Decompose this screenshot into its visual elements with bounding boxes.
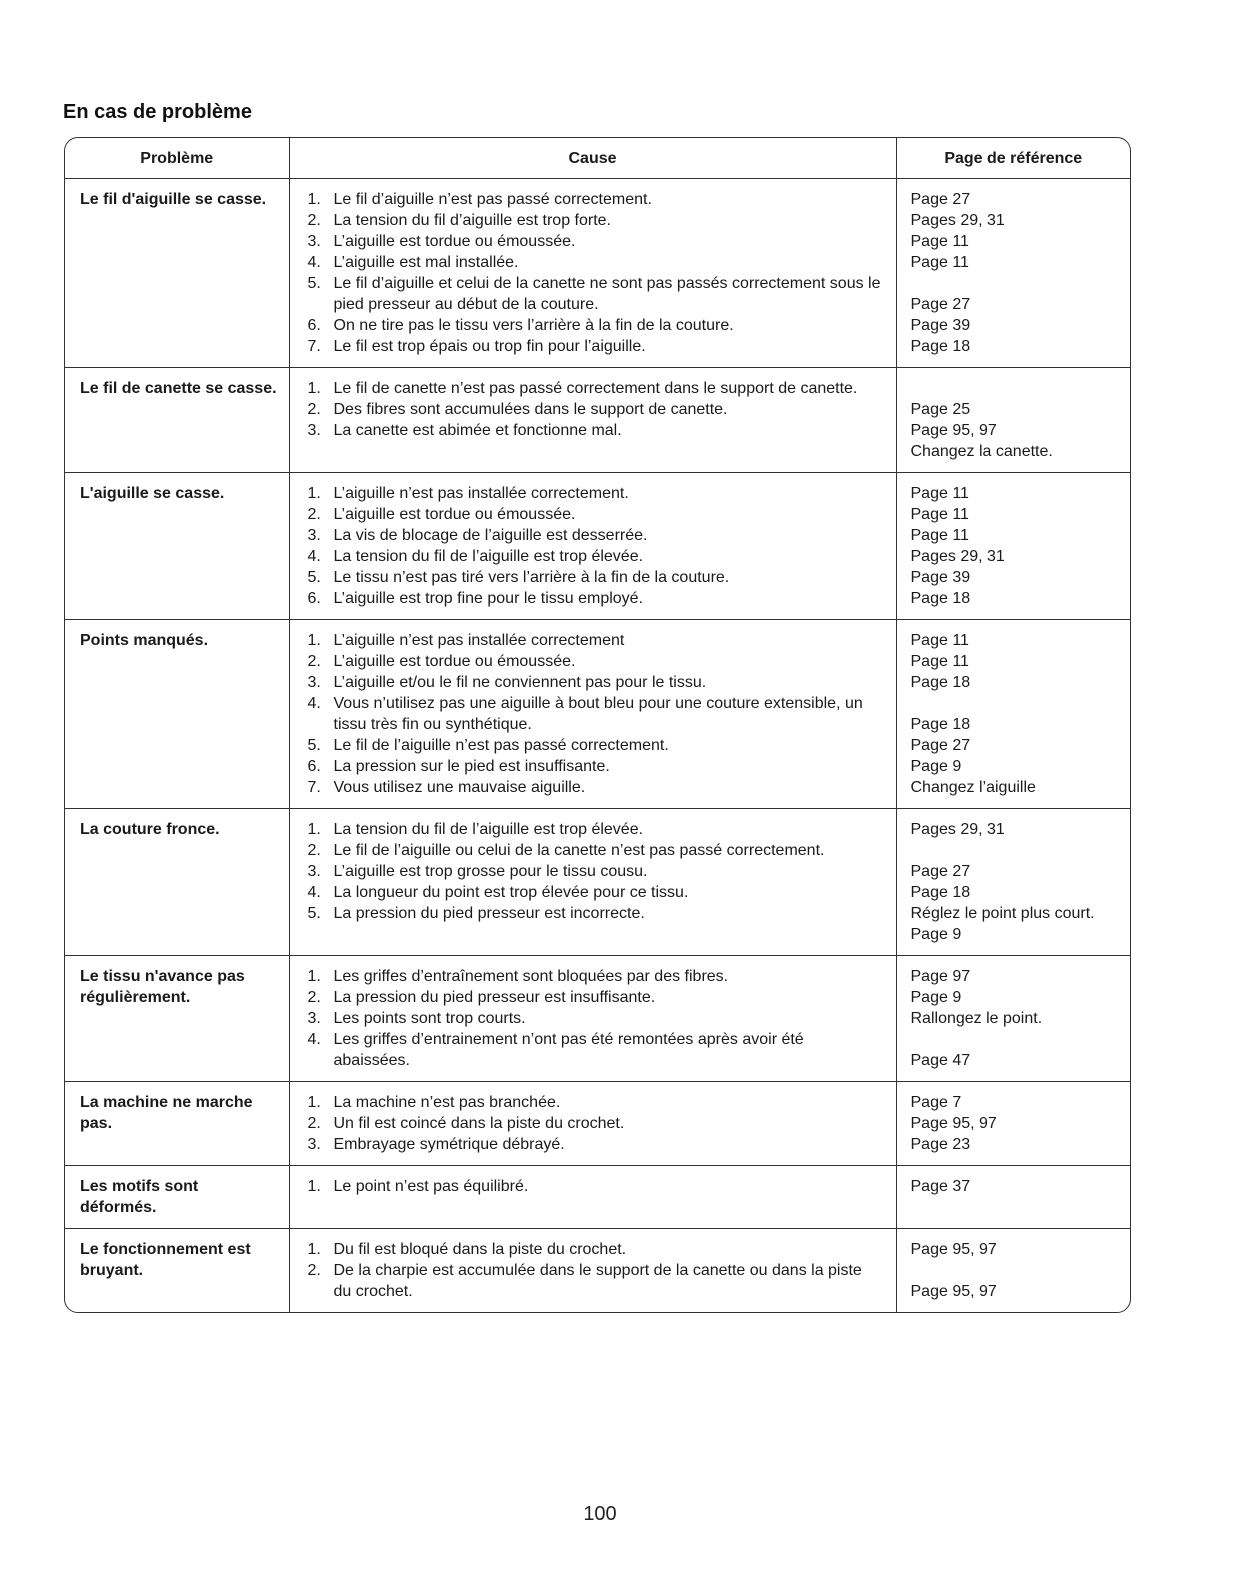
- cause-text: L’aiguille est mal installée.: [333, 254, 519, 271]
- cause-number: 1.: [307, 1094, 321, 1111]
- problem-cell: La machine ne marche pas.: [65, 1082, 289, 1166]
- reference-spacer: [911, 273, 1125, 294]
- reference-cell: [896, 1166, 1130, 1229]
- cause-number: 3.: [307, 422, 321, 439]
- table-row: [65, 368, 1130, 473]
- cause-item: [308, 483, 882, 504]
- table-row: [65, 1229, 1130, 1313]
- cause-text: L’aiguille et/ou le fil ne conviennent pas pour le tissu.: [333, 674, 707, 691]
- cause-list: [308, 966, 882, 1071]
- problem-cell: Le fil de canette se casse.: [65, 368, 289, 473]
- cause-text: Le tissu n’est pas tiré vers l’arrière à la fin de la couture.: [333, 569, 730, 586]
- reference-spacer: [911, 1260, 1125, 1281]
- cause-item: [308, 420, 882, 441]
- cause-item: [308, 378, 882, 399]
- cause-item: [308, 399, 882, 420]
- cause-text: Le fil de canette n’est pas passé correctement dans le support de canette.: [333, 380, 858, 397]
- cause-text: Le fil d’aiguille n’est pas passé correctement.: [333, 191, 652, 208]
- reference-page: Page 27: [910, 737, 971, 754]
- cause-item: [308, 651, 882, 672]
- cause-text: La tension du fil de l’aiguille est trop élevée.: [333, 821, 644, 838]
- reference-spacer: [911, 693, 1125, 714]
- cause-number: 3.: [307, 863, 321, 880]
- reference-page: Pages 29, 31: [910, 212, 1005, 229]
- cause-item: [308, 504, 882, 525]
- table-row: [65, 620, 1130, 809]
- cause-number: 7.: [307, 779, 321, 796]
- table-row: [65, 179, 1130, 368]
- cause-number: 1.: [307, 191, 321, 208]
- cause-number: 4.: [307, 548, 321, 565]
- cause-text: L’aiguille est trop fine pour le tissu employé.: [333, 590, 644, 607]
- cause-text: L’aiguille n’est pas installée correctement: [333, 632, 625, 649]
- cause-cell: [289, 179, 896, 368]
- cause-item: [308, 273, 882, 315]
- cause-text: Embrayage symétrique débrayé.: [333, 1136, 565, 1153]
- cause-cell: [289, 473, 896, 620]
- cause-text: Les griffes d’entraînement sont bloquées par des fibres.: [333, 968, 729, 985]
- cause-text: L’aiguille est tordue ou émoussée.: [333, 506, 576, 523]
- cause-item: [308, 1134, 882, 1155]
- reference-spacer: [911, 378, 1125, 399]
- problem-cell: Le tissu n'avance pas régulièrement.: [65, 956, 289, 1082]
- reference-page: Page 18: [910, 674, 971, 691]
- reference-page: Page 95, 97: [910, 422, 997, 439]
- table-row: [65, 473, 1130, 620]
- cause-item: [308, 861, 882, 882]
- cause-text: La pression du pied presseur est incorrecte.: [333, 905, 645, 922]
- reference-spacer: [911, 840, 1125, 861]
- cause-item: [308, 315, 882, 336]
- cause-number: 3.: [307, 1136, 321, 1153]
- reference-page: Page 7: [910, 1094, 962, 1111]
- table-header-row: [65, 138, 1130, 179]
- cause-text: La longueur du point est trop élevée pour ce tissu.: [333, 884, 689, 901]
- reference-page: Page 18: [910, 884, 971, 901]
- cause-text: L’aiguille est tordue ou émoussée.: [333, 653, 576, 670]
- reference-cell: [896, 368, 1130, 473]
- cause-list: [308, 483, 882, 609]
- cause-number: 1.: [307, 968, 321, 985]
- cause-number: 5.: [307, 905, 321, 922]
- cause-number: 2.: [307, 1262, 321, 1279]
- cause-text: La canette est abimée et fonctionne mal.: [333, 422, 622, 439]
- cause-item: [308, 903, 882, 924]
- cause-cell: [289, 1166, 896, 1229]
- cause-item: [308, 987, 882, 1008]
- cause-text: De la charpie est accumulée dans le support de la canette ou dans la piste du crochet.: [333, 1262, 862, 1300]
- reference-page: Page 18: [910, 590, 971, 607]
- cause-text: La tension du fil d’aiguille est trop forte.: [333, 212, 611, 229]
- reference-page: Page 47: [910, 1052, 971, 1069]
- cause-number: 1.: [307, 1241, 321, 1258]
- reference-page: Page 11: [910, 653, 969, 670]
- reference-page: Page 27: [910, 296, 971, 313]
- cause-number: 6.: [307, 758, 321, 775]
- cause-number: 2.: [307, 653, 321, 670]
- reference-page: Changez la canette.: [910, 443, 1053, 460]
- cause-text: On ne tire pas le tissu vers l’arrière à la fin de la couture.: [333, 317, 734, 334]
- cause-number: 3.: [307, 233, 321, 250]
- reference-page: Page 39: [910, 569, 971, 586]
- reference-cell: [896, 620, 1130, 809]
- cause-number: 3.: [307, 674, 321, 691]
- cause-item: [308, 693, 882, 735]
- header-probleme: Problème: [65, 138, 289, 179]
- cause-number: 4.: [307, 695, 321, 712]
- page-number: 100: [583, 1503, 617, 1525]
- reference-page: Page 11: [910, 485, 969, 502]
- cause-item: [308, 672, 882, 693]
- reference-page: Rallongez le point.: [910, 1010, 1043, 1027]
- cause-item: [308, 819, 882, 840]
- reference-cell: [896, 179, 1130, 368]
- cause-item: [308, 756, 882, 777]
- reference-page: Page 9: [910, 989, 962, 1006]
- reference-page: Page 25: [910, 401, 971, 418]
- reference-page: Page 9: [910, 758, 962, 775]
- cause-number: 2.: [307, 842, 321, 859]
- cause-item: [308, 630, 882, 651]
- cause-cell: [289, 1229, 896, 1313]
- cause-text: Le fil de l’aiguille ou celui de la canette n’est pas passé correctement.: [333, 842, 825, 859]
- reference-page: Page 18: [910, 338, 971, 355]
- cause-number: 2.: [307, 989, 321, 1006]
- cause-cell: [289, 809, 896, 956]
- reference-cell: [896, 809, 1130, 956]
- reference-cell: [896, 1229, 1130, 1313]
- cause-list: [308, 1092, 882, 1155]
- page-title: En cas de problème: [63, 101, 252, 123]
- reference-page: Page 27: [910, 863, 971, 880]
- reference-cell: [896, 473, 1130, 620]
- cause-item: [308, 210, 882, 231]
- cause-list: [308, 189, 882, 357]
- reference-page: Page 11: [910, 254, 969, 271]
- reference-page: Page 97: [910, 968, 971, 985]
- cause-item: [308, 1092, 882, 1113]
- table-row: [65, 1166, 1130, 1229]
- cause-item: [308, 525, 882, 546]
- cause-text: Des fibres sont accumulées dans le support de canette.: [333, 401, 728, 418]
- table-body: [65, 179, 1130, 1313]
- cause-text: La pression du pied presseur est insuffisante.: [333, 989, 656, 1006]
- cause-text: Du fil est bloqué dans la piste du crochet.: [333, 1241, 627, 1258]
- cause-item: [308, 840, 882, 861]
- cause-item: [308, 735, 882, 756]
- reference-page: Page 11: [910, 527, 969, 544]
- cause-number: 1.: [307, 380, 321, 397]
- problem-cell: La couture fronce.: [65, 809, 289, 956]
- cause-number: 4.: [307, 254, 321, 271]
- cause-item: [308, 1029, 882, 1071]
- cause-list: [308, 1239, 882, 1302]
- cause-text: Les griffes d’entrainement n’ont pas été remontées après avoir été abaissées.: [333, 1031, 804, 1069]
- reference-spacer: [911, 1029, 1125, 1050]
- cause-item: [308, 777, 882, 798]
- cause-text: La tension du fil de l’aiguille est trop élevée.: [333, 548, 644, 565]
- cause-number: 6.: [307, 317, 321, 334]
- reference-page: Changez l’aiguille: [910, 779, 1036, 796]
- cause-text: La vis de blocage de l’aiguille est desserrée.: [333, 527, 648, 544]
- cause-text: Le fil est trop épais ou trop fin pour l’aiguille.: [333, 338, 646, 355]
- reference-page: Pages 29, 31: [910, 821, 1005, 838]
- table-row: [65, 956, 1130, 1082]
- cause-cell: [289, 368, 896, 473]
- cause-number: 2.: [307, 1115, 321, 1132]
- cause-cell: [289, 956, 896, 1082]
- reference-page: Page 18: [910, 716, 971, 733]
- problem-cell: Points manqués.: [65, 620, 289, 809]
- troubleshooting-table: [64, 137, 1131, 1313]
- table-row: [65, 809, 1130, 956]
- cause-number: 2.: [307, 212, 321, 229]
- cause-item: [308, 189, 882, 210]
- cause-item: [308, 882, 882, 903]
- cause-number: 1.: [307, 485, 321, 502]
- reference-page: Page 95, 97: [910, 1241, 997, 1258]
- cause-item: [308, 336, 882, 357]
- reference-page: Page 27: [910, 191, 971, 208]
- cause-item: [308, 1113, 882, 1134]
- reference-page: Page 11: [910, 233, 969, 250]
- cause-item: [308, 966, 882, 987]
- cause-item: [308, 1260, 882, 1302]
- cause-item: [308, 1176, 882, 1197]
- cause-list: [308, 630, 882, 798]
- cause-text: L’aiguille est trop grosse pour le tissu cousu.: [333, 863, 648, 880]
- problem-cell: Le fonctionnement est bruyant.: [80, 1241, 251, 1279]
- cause-number: 3.: [307, 527, 321, 544]
- cause-text: Le fil de l’aiguille n’est pas passé correctement.: [333, 737, 669, 754]
- reference-page: Réglez le point plus court.: [910, 905, 1095, 922]
- cause-item: [308, 567, 882, 588]
- problem-cell: Les motifs sont déformés.: [65, 1166, 289, 1229]
- cause-text: La machine n’est pas branchée.: [333, 1094, 561, 1111]
- reference-page: Page 39: [910, 317, 971, 334]
- reference-cell: [896, 1082, 1130, 1166]
- cause-number: 5.: [307, 275, 321, 292]
- cause-number: 5.: [307, 569, 321, 586]
- cause-text: Vous n’utilisez pas une aiguille à bout bleu pour une couture extensible, un tissu très fin ou synthétique.: [333, 695, 863, 733]
- cause-item: [308, 546, 882, 567]
- cause-list: [308, 1176, 882, 1197]
- cause-number: 5.: [307, 737, 321, 754]
- cause-text: La pression sur le pied est insuffisante.: [333, 758, 610, 775]
- problem-cell: Le fil d'aiguille se casse.: [65, 179, 289, 368]
- cause-item: [308, 252, 882, 273]
- reference-page: Page 23: [910, 1136, 971, 1153]
- cause-number: 6.: [307, 590, 321, 607]
- reference-page: Page 95, 97: [910, 1115, 997, 1132]
- reference-page: Page 95, 97: [910, 1283, 997, 1300]
- problem-cell: L'aiguille se casse.: [65, 473, 289, 620]
- cause-number: 4.: [307, 884, 321, 901]
- cause-item: [308, 1239, 882, 1260]
- reference-page: Page 9: [910, 926, 962, 943]
- cause-number: 4.: [307, 1031, 321, 1048]
- reference-page: Page 11: [910, 632, 969, 649]
- cause-number: 7.: [307, 338, 321, 355]
- cause-cell: [289, 620, 896, 809]
- cause-list: [308, 378, 882, 441]
- reference-page: Pages 29, 31: [910, 548, 1005, 565]
- cause-text: Le fil d’aiguille et celui de la canette ne sont pas passés correctement sous le pied presseur au début de la couture.: [333, 275, 881, 313]
- cause-list: [308, 819, 882, 924]
- cause-text: Le point n’est pas équilibré.: [333, 1178, 529, 1195]
- cause-item: [308, 588, 882, 609]
- cause-text: L’aiguille est tordue ou émoussée.: [333, 233, 576, 250]
- reference-page: Page 37: [910, 1178, 971, 1195]
- header-page-reference: Page de référence: [896, 138, 1130, 179]
- reference-page: Page 11: [910, 506, 969, 523]
- cause-number: 1.: [307, 632, 321, 649]
- cause-text: Les points sont trop courts.: [333, 1010, 526, 1027]
- reference-cell: [896, 956, 1130, 1082]
- cause-text: L’aiguille n’est pas installée correctement.: [333, 485, 629, 502]
- cause-item: [308, 231, 882, 252]
- cause-cell: [289, 1082, 896, 1166]
- cause-number: 2.: [307, 401, 321, 418]
- cause-number: 1.: [307, 1178, 321, 1195]
- cause-text: Vous utilisez une mauvaise aiguille.: [333, 779, 586, 796]
- table-row: [65, 1082, 1130, 1166]
- cause-text: Un fil est coincé dans la piste du crochet.: [333, 1115, 625, 1132]
- cause-number: 3.: [307, 1010, 321, 1027]
- cause-number: 1.: [307, 821, 321, 838]
- cause-item: [308, 1008, 882, 1029]
- header-cause: Cause: [289, 138, 896, 179]
- cause-number: 2.: [307, 506, 321, 523]
